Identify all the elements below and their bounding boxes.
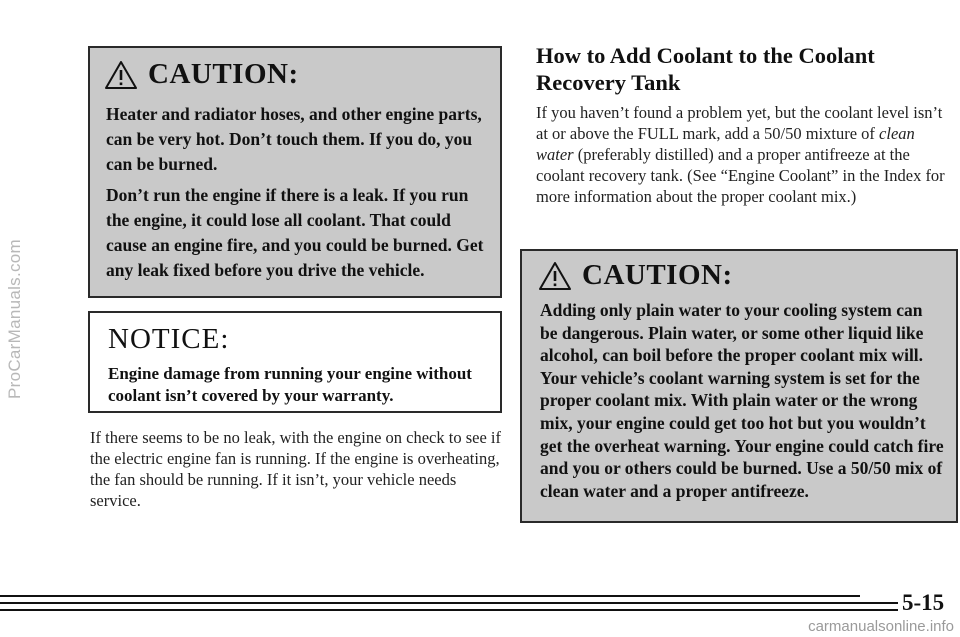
- side-watermark-text: ProCarManuals.com: [5, 238, 25, 399]
- add-coolant-paragraph: [536, 102, 956, 207]
- bottom-watermark: carmanualsonline.info: [808, 618, 954, 635]
- caution-header: [538, 259, 733, 292]
- warning-triangle-icon: [104, 60, 138, 90]
- footer-rule: [0, 602, 898, 604]
- fan-check-paragraph: If there seems to be no leak, with the engine on check to see if the electric engine fan is running. If the engine is overheating, the fan should be running. If it isn’t, your vehicle needs service.: [90, 428, 501, 510]
- caution-body: [106, 102, 486, 283]
- notice-title: NOTICE:: [108, 323, 230, 355]
- caution-paragraph: Adding only plain water to your cooling system can be dangerous. Plain water, or some other liquid like alcohol, can boil before the proper coolant mix will. Your vehicle’s coolant warning system is set for the proper coolant mix. With plain water or the wrong mix, your engine could get too hot but you wouldn’t get the overheat warning. Your engine could catch fire and you or others could be burned. Use a 50/50 mix of clean water and a proper antifreeze.: [540, 300, 944, 501]
- caution-body: [540, 299, 944, 502]
- caution-title: CAUTION:: [582, 259, 733, 291]
- warning-triangle-icon: [538, 261, 572, 291]
- caution-box-left: [88, 46, 502, 298]
- footer-rule: [0, 609, 898, 611]
- caution-header: [104, 58, 299, 91]
- caution-box-right: [520, 249, 958, 523]
- caution-paragraph: Don’t run the engine if there is a leak. If you run the engine, it could lose all coolant. That could cause an engine fire, and you could be burned. Get any leak fixed before you drive the vehicle.: [106, 185, 484, 280]
- caution-paragraph: Heater and radiator hoses, and other engine parts, can be very hot. Don’t touch them. If you do, you can be burned.: [106, 104, 482, 174]
- paragraph-text: (preferably distilled) and a proper antifreeze at the coolant recovery tank. (See “Engine Coolant” in the Index for more information about the proper coolant mix.): [536, 145, 945, 206]
- side-watermark: [0, 0, 30, 637]
- section-heading: How to Add Coolant to the Coolant Recovery Tank: [536, 43, 875, 95]
- notice-text: Engine damage from running your engine without coolant isn’t covered by your warranty.: [108, 364, 472, 405]
- paragraph-text: If you haven’t found a problem yet, but the coolant level isn’t at or above the FULL mark, add a 50/50 mixture of: [536, 103, 943, 143]
- page-number: 5-15: [902, 590, 945, 615]
- emphasis-text: clean water: [536, 124, 915, 164]
- caution-title: CAUTION:: [148, 58, 299, 90]
- footer-rule: [0, 595, 860, 597]
- notice-box: [88, 311, 502, 413]
